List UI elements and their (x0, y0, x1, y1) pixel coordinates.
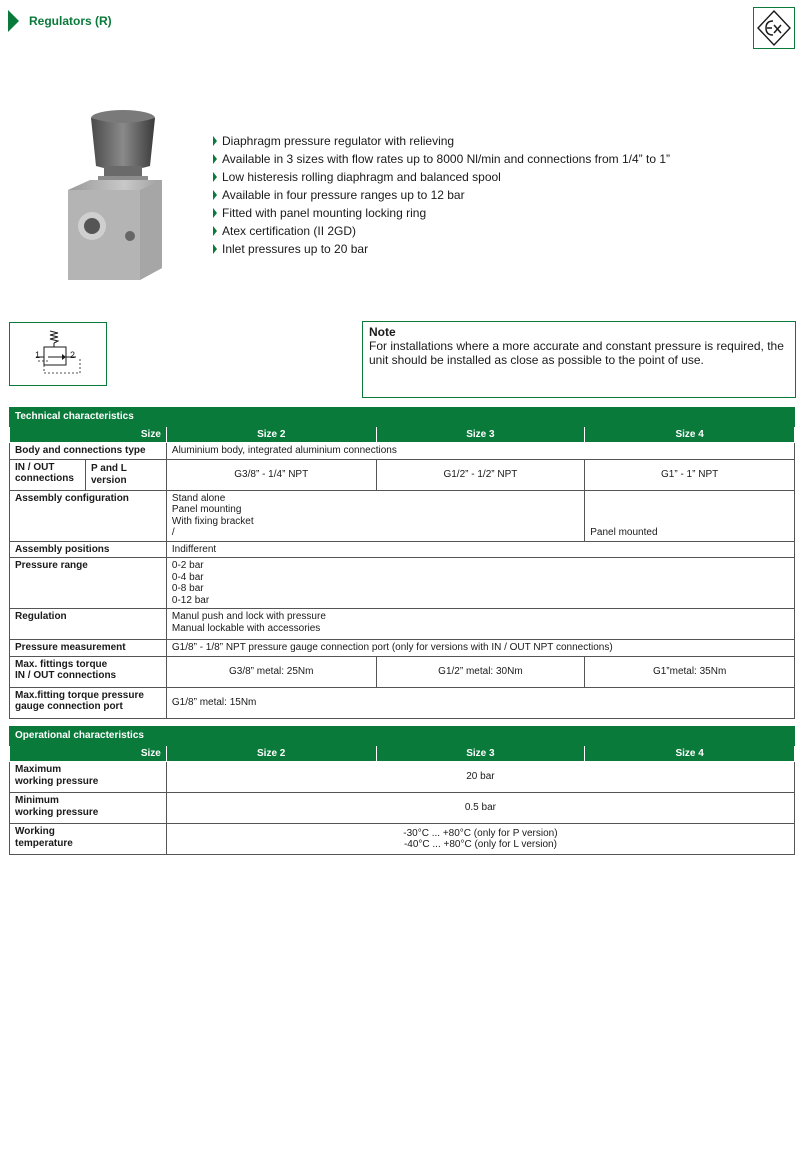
table-row (10, 762, 795, 793)
table-row (10, 656, 795, 687)
bullet-triangle-icon (213, 136, 217, 146)
table-title-row (10, 727, 795, 746)
feature-item: Diaphragm pressure regulator with relieving (213, 132, 670, 150)
gauge-torque-value: G1/8” metal: 15Nm (166, 687, 794, 718)
regulation-label: Regulation (10, 609, 167, 640)
body-label: Body and connections type (10, 443, 167, 460)
table-title-row (10, 408, 795, 427)
table-row (10, 558, 795, 609)
size-4-header: Size 4 (585, 745, 795, 762)
assembly-label: Assembly configuration (10, 490, 167, 541)
inout-size-4: G1” - 1” NPT (585, 459, 795, 490)
min-pressure-label: Minimum working pressure (10, 793, 167, 824)
pressure-range-values: 0-2 bar 0-4 bar 0-8 bar 0-12 bar (166, 558, 794, 609)
header-arrow-icon (8, 10, 19, 32)
positions-value: Indifferent (166, 541, 794, 558)
page-title: Regulators (R) (29, 14, 112, 28)
temperature-values: -30°C ... +80°C (only for P version) -40°C ... +80°C (only for L version) (166, 824, 794, 855)
ex-certification-icon (753, 7, 795, 49)
pressure-range-label: Pressure range (10, 558, 167, 609)
port-1-label: 1 (35, 350, 41, 360)
inout-label: IN / OUT connections (10, 459, 86, 490)
size-header-row (10, 426, 795, 443)
assembly-size-4: Panel mounted (585, 490, 795, 541)
feature-item: Available in 3 sizes with flow rates up to 8000 Nl/min and connections from 1/4” to 1” (213, 150, 670, 168)
gauge-torque-label: Max.fitting torque pressure gauge connection port (10, 687, 167, 718)
table-row (10, 793, 795, 824)
table-row (10, 640, 795, 657)
operational-characteristics-table (9, 726, 795, 855)
table-row (10, 443, 795, 460)
page-header (8, 8, 112, 34)
size-header-row (10, 745, 795, 762)
feature-item: Low histeresis rolling diaphragm and balanced spool (213, 168, 670, 186)
inout-size-2: G3/8” - 1/4” NPT (166, 459, 376, 490)
table-row (10, 459, 795, 490)
size-label: Size (10, 426, 167, 443)
positions-label: Assembly positions (10, 541, 167, 558)
torque-label: Max. fittings torque IN / OUT connections (10, 656, 167, 687)
measurement-label: Pressure measurement (10, 640, 167, 657)
inout-size-3: G1/2” - 1/2” NPT (376, 459, 585, 490)
max-pressure-label: Maximum working pressure (10, 762, 167, 793)
size-2-header: Size 2 (166, 745, 376, 762)
table-row (10, 687, 795, 718)
product-image (58, 108, 188, 288)
bullet-triangle-icon (213, 154, 217, 164)
feature-list (213, 132, 670, 258)
note-title: Note (369, 325, 396, 339)
temperature-label: Working temperature (10, 824, 167, 855)
feature-item: Atex certification (II 2GD) (213, 222, 670, 240)
size-3-header: Size 3 (376, 745, 585, 762)
bullet-triangle-icon (213, 190, 217, 200)
min-pressure-value: 0.5 bar (166, 793, 794, 824)
size-4-header: Size 4 (585, 426, 795, 443)
bullet-triangle-icon (213, 244, 217, 254)
regulation-values: Manul push and lock with pressure Manual lockable with accessories (166, 609, 794, 640)
torque-size-2: G3/8” metal: 25Nm (166, 656, 376, 687)
port-2-label: 2 (70, 350, 76, 360)
bullet-triangle-icon (213, 208, 217, 218)
technical-characteristics-table (9, 407, 795, 719)
feature-item: Inlet pressures up to 20 bar (213, 240, 670, 258)
bullet-triangle-icon (213, 172, 217, 182)
feature-item: Fitted with panel mounting locking ring (213, 204, 670, 222)
body-value: Aluminium body, integrated aluminium connections (166, 443, 794, 460)
table-row (10, 824, 795, 855)
max-pressure-value: 20 bar (166, 762, 794, 793)
operational-title: Operational characteristics (10, 727, 795, 746)
note-box (362, 321, 796, 398)
table-row (10, 490, 795, 541)
size-2-header: Size 2 (166, 426, 376, 443)
size-label: Size (10, 745, 167, 762)
size-3-header: Size 3 (376, 426, 585, 443)
torque-size-3: G1/2” metal: 30Nm (376, 656, 585, 687)
version-label: P and L version (85, 459, 166, 490)
bullet-triangle-icon (213, 226, 217, 236)
table-row (10, 609, 795, 640)
measurement-value: G1/8” - 1/8” NPT pressure gauge connection port (only for versions with IN / OUT NPT connections) (166, 640, 794, 657)
assembly-values: Stand alone Panel mounting With fixing bracket / (166, 490, 584, 541)
note-text: For installations where a more accurate and constant pressure is required, the unit should be installed as close as possible to the point of use. (369, 339, 784, 367)
feature-item: Available in four pressure ranges up to 12 bar (213, 186, 670, 204)
table-row (10, 541, 795, 558)
torque-size-4: G1”metal: 35Nm (585, 656, 795, 687)
pneumatic-symbol (9, 322, 107, 386)
technical-title: Technical characteristics (10, 408, 795, 427)
